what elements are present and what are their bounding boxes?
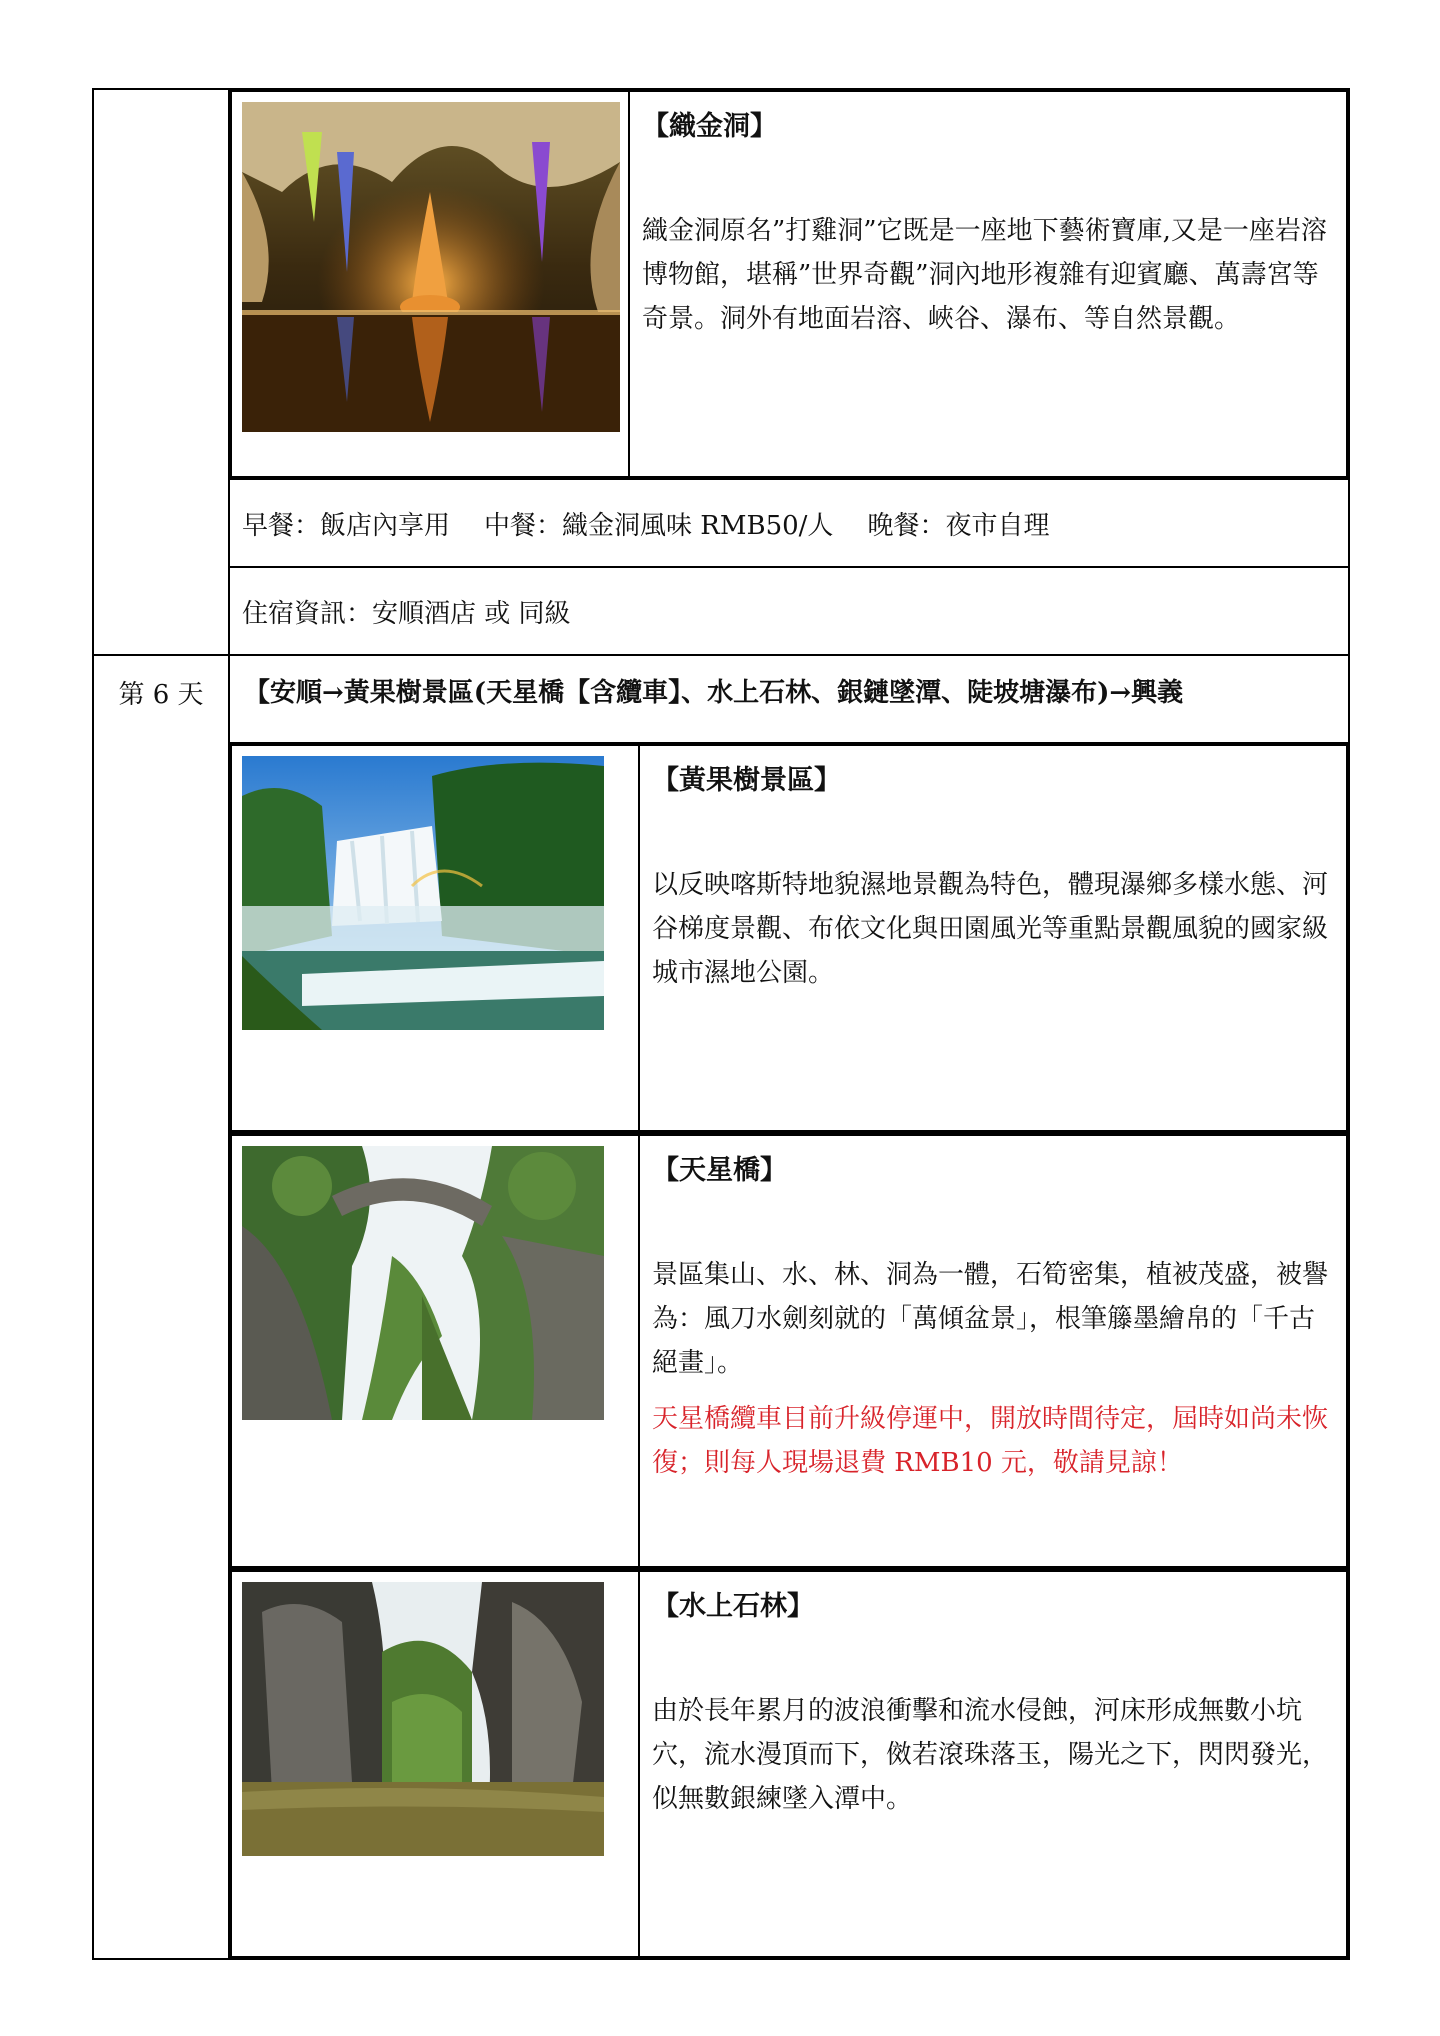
breakfast: 早餐：飯店內享用 xyxy=(242,510,451,541)
day5-hotel-row xyxy=(93,567,1349,655)
section-title-stone-forest: 【水上石林】 xyxy=(652,1591,814,1622)
section-row-tianxingqiao xyxy=(93,1133,1349,1569)
section-title-huangguoshu: 【黃果樹景區】 xyxy=(652,765,841,796)
day6-title-row xyxy=(93,655,1349,743)
day5-day-cell xyxy=(93,89,229,655)
section-desc-stone-forest: 由於長年累月的波浪衝擊和流水侵蝕，河床形成無數小坑穴，流水漫頂而下，傚若滾珠落玉，陽光之下，閃閃發光，似無數銀練墜入潭中。 xyxy=(652,1696,1329,1814)
section-row-huangguoshu xyxy=(93,743,1349,1133)
day6-label: 第 6 天 xyxy=(93,655,229,1959)
day5-meals-row xyxy=(93,479,1349,567)
day6-route: 【安順→黃果樹景區(天星橋【含纜車】、水上石林、銀鏈墜潭、陡坡塘瀑布)→興義 xyxy=(229,655,1349,743)
section-desc-huangguoshu: 以反映喀斯特地貌濕地景觀為特色，體現瀑鄉多樣水態、河谷梯度景觀、布依文化與田園風光等重點景觀風貌的國家級城市濕地公園。 xyxy=(652,870,1329,988)
section-desc-tianxingqiao: 景區集山、水、林、洞為一體，石筍密集，植被茂盛，被譽為：風刀水劍刻就的「萬傾盆景」，根筆籐墨繪帛的「千古絕畫」。 xyxy=(652,1260,1329,1378)
stone-forest-photo xyxy=(242,1582,604,1856)
dinner: 晚餐：夜市自理 xyxy=(867,510,1050,541)
section-title-cave: 【織金洞】 xyxy=(642,111,777,142)
day5-cave-row xyxy=(93,89,1349,479)
cave-photo xyxy=(242,102,620,432)
cable-car-notice: 天星橋纜車目前升級停運中，開放時間待定，屆時如尚未恢復；則每人現場退費 RMB10 元，敬請見諒！ xyxy=(652,1404,1329,1478)
waterfall-photo xyxy=(242,756,604,1030)
section-row-stone-forest xyxy=(93,1569,1349,1959)
itinerary-table xyxy=(92,88,1350,1960)
section-desc-cave: 織金洞原名”打雞洞”它既是一座地下藝術寶庫,又是一座岩溶博物館，堪稱”世界奇觀”洞內地形複雜有迎賓廳、萬壽宮等奇景。洞外有地面岩溶、峽谷、瀑布、等自然景觀。 xyxy=(642,216,1327,334)
hotel-cell: 住宿資訊：安順酒店 或 同級 xyxy=(229,567,1349,655)
stone-bridge-photo xyxy=(242,1146,604,1420)
lunch: 中餐：織金洞風味 RMB50/人 xyxy=(484,510,834,541)
meals-cell xyxy=(229,479,1349,567)
section-title-tianxingqiao: 【天星橋】 xyxy=(652,1155,787,1186)
